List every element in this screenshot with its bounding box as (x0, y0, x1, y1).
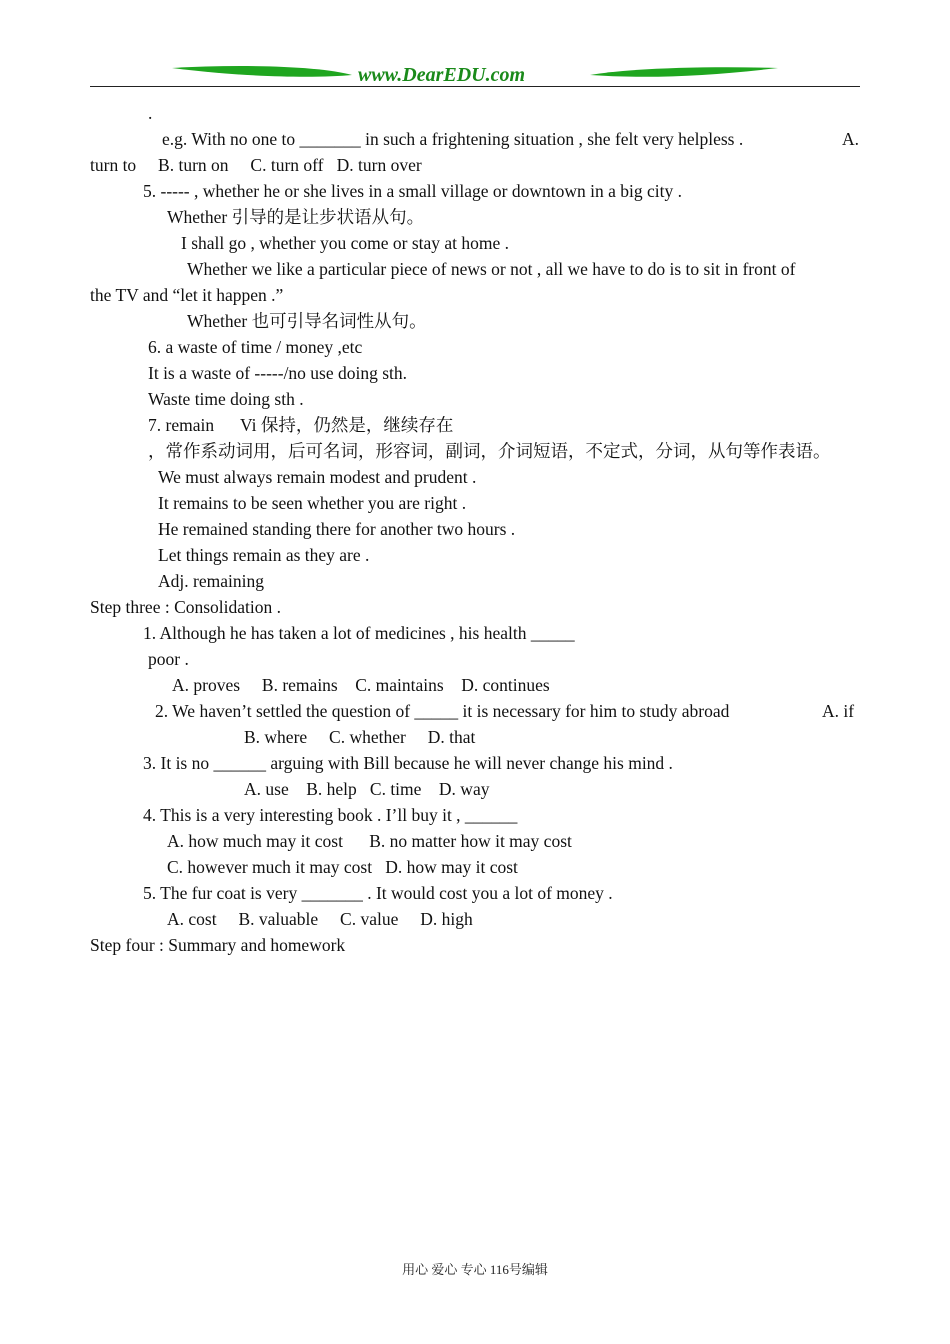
text-line: A. (842, 129, 860, 149)
text-line: We must always remain modest and prudent . (158, 467, 477, 487)
section-heading: Step three : Consolidation . (90, 597, 282, 617)
options-line: B. where C. whether D. that (244, 727, 476, 747)
text-line: Whether we like a particular piece of news or not , all we have to do is to sit in front of (187, 259, 796, 279)
question-line: 1. Although he has taken a lot of medicines , his health _____ (143, 623, 575, 643)
text-line: Whether 引导的是让步状语从句。 (167, 207, 425, 227)
text-line: turn to B. turn on C. turn off D. turn over (90, 155, 422, 175)
page-footer: 用心 爱心 专心 116号编辑 (402, 1262, 548, 1277)
text-line: I shall go , whether you come or stay at home . (181, 233, 510, 253)
question-line: poor . (148, 649, 189, 669)
text-line: It is a waste of -----/no use doing sth. (148, 363, 408, 383)
options-line: A. use B. help C. time D. way (244, 779, 490, 799)
text-line: Let things remain as they are . (158, 545, 370, 565)
text-line: Adj. remaining (158, 571, 264, 591)
page-header (90, 60, 860, 90)
section-heading: Step four : Summary and homework (90, 935, 346, 955)
text-line: e.g. With no one to _______ in such a frightening situation , she felt very helpless . (162, 129, 744, 149)
options-line: A. if (822, 701, 855, 721)
text-line: It remains to be seen whether you are right . (158, 493, 467, 513)
question-line: 5. The fur coat is very _______ . It would cost you a lot of money . (143, 883, 613, 903)
options-line: A. how much may it cost B. no matter how it may cost (167, 831, 572, 851)
text-line: 5. ----- , whether he or she lives in a small village or downtown in a big city . (143, 181, 682, 201)
text-line: ，常作系动词用，后可名词，形容词，副词，介词短语，不定式，分词，从句等作表语。 (148, 441, 831, 461)
options-line: C. however much it may cost D. how may it cost (167, 857, 518, 877)
question-line: 3. It is no ______ arguing with Bill because he will never change his mind . (143, 753, 673, 773)
text-line: Whether 也可引导名词性从句。 (187, 311, 427, 331)
header-rule (90, 86, 860, 87)
text-line: the TV and “let it happen .” (90, 285, 284, 305)
text-line: He remained standing there for another two hours . (158, 519, 516, 539)
text-line: 7. remain Vi 保持，仍然是，继续存在 (148, 415, 454, 435)
text-line: 6. a waste of time / money ,etc (148, 337, 363, 357)
question-line: 4. This is a very interesting book . I’ll buy it , ______ (143, 805, 518, 825)
text-line: . (148, 103, 153, 123)
question-line: 2. We haven’t settled the question of _____ it is necessary for him to study abroad (155, 701, 730, 721)
options-line: A. proves B. remains C. maintains D. continues (172, 675, 550, 695)
text-line: Waste time doing sth . (148, 389, 304, 409)
site-logo-text: www.DearEDU.com (358, 64, 526, 86)
options-line: A. cost B. valuable C. value D. high (167, 909, 473, 929)
